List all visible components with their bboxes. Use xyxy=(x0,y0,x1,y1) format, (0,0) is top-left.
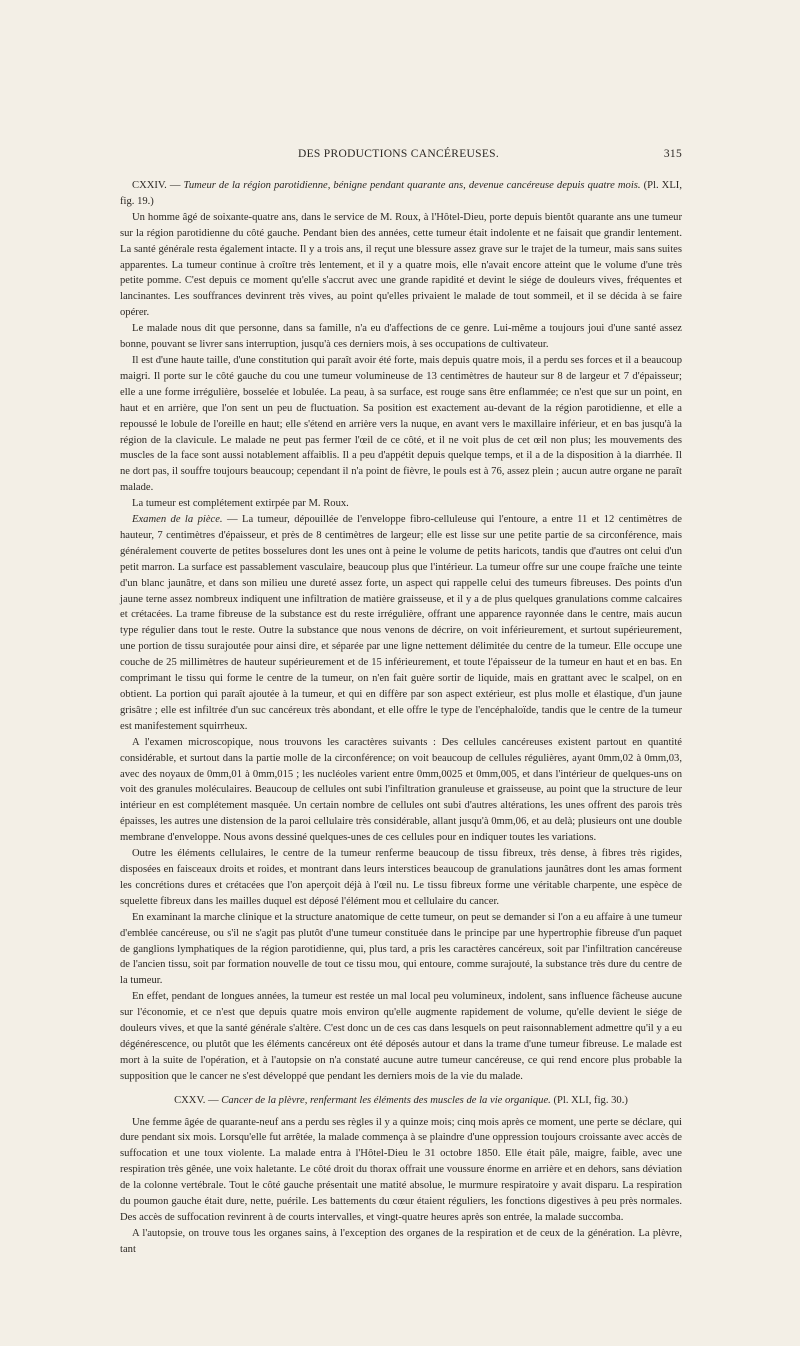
paragraph: Le malade nous dit que personne, dans sa famille, n'a eu d'affections de ce genre. Lui-même a toujours joui d'une santé assez bonne, pouvant se livrer sans interruption, jusqu'à ces derniers mois, à ses occupations de cultivateur. xyxy=(120,323,682,351)
plate-reference: (Pl. XLI, fig. 30.) xyxy=(553,1094,628,1106)
exam-text: — La tumeur, dépouillée de l'enveloppe fibro-celluleuse qui l'entoure, a entre 11 et 12 centimètres de hauteur, 7 centimètres d'épaisseur, et près de 8 centimètres de largeur; elle est lisse sur une petite partie de sa circonférence, mais généralement couverte de petites bosselures dont les unes ont à peine le volume de petits haricots, tandis que d'autres ont celui d'un petit marron. La surface est passablement vasculaire, beaucoup plus que l'intérieur. La tumeur offre sur une coupe fraîche une teinte d'un blanc jaunâtre, et dans son milieu une dureté assez forte, un aspect qui rappelle celui des tumeurs fibreuses. Des points d'un jaune terne assez nombreux indiquent une infiltration de matière graisseuse, et il y a de plus quelques granulations comme calcaires et crétacées. La trame fibreuse de la substance est du reste irrégulière, offrant une apparence rayonnée dans le centre, mais aucun type régulier dans tout le reste. Outre la substance que nous venons de décrire, on voit inférieurement, et surtout supérieurement, une portion de tissu surajoutée pour ainsi dire, et séparée par une ligne nettement délimitée du centre de la tumeur. Elle occupe une couche de 25 millimètres de hauteur supérieurement et de 15 inférieurement, et toute l'épaisseur de la tumeur en haut et en bas. En comprimant le tissu qui forme le centre de la tumeur, on n'en fait guère sortir de liquide, mais en grattant avec le scalpel, on en obtient. La portion qui paraît ajoutée à la tumeur, et qui en diffère par son aspect extérieur, est plus molle et élastique, d'un jaune grisâtre ; elle est infiltrée d'un suc cancéreux très abondant, et elle offre le type de l'encéphaloïde, tandis que le centre de la tumeur est manifestement squirrheux. xyxy=(120,514,682,732)
body-text xyxy=(120,178,682,1258)
paragraph: En effet, pendant de longues années, la tumeur est restée un mal local peu volumineux, indolent, sans influence fâcheuse aucune sur l'économie, et ce n'est que depuis quatre mois environ qu'elle augmente rapidement de volume, qu'elle devient le siége de douleurs vives, et que la santé générale s'altère. C'est donc un de ces cas dans lesquels on peut raisonnablement admettre qu'il y a eu dégénérescence, ou plutôt que les éléments cancéreux ont été déposés autour et dans la trame d'une tumeur fibreuse. Le malade est mort à la suite de l'opération, et à l'autopsie on n'a constaté aucune autre tumeur cancéreuse, ce qui rend encore plus probable la supposition que le cancer ne s'est développé que pendant les derniers mois de la vie du malade. xyxy=(120,991,682,1082)
paragraph: Un homme âgé de soixante-quatre ans, dans le service de M. Roux, à l'Hôtel-Dieu, porte depuis bientôt quarante ans une tumeur sur la région parotidienne du côté gauche. Pendant bien des années, cette tumeur était indolente et ne faisait que grandir lentement. La santé générale resta également intacte. Il y a trois ans, il reçut une blessure assez grave sur le trajet de la tumeur, mais sans suites apparentes. La tumeur continue à croître très lentement, et il y a quatre mois, elle n'avait encore atteint que le volume d'une très petite pomme. C'est depuis ce moment qu'elle s'accrut avec une grande rapidité et devint le siége de douleurs vives, fréquentes et lancinantes. Les souffrances devinrent très vives, au point qu'elles privaient le malade de tout sommeil, et il se décida à se faire opérer. xyxy=(120,211,682,319)
paragraph: En examinant la marche clinique et la structure anatomique de cette tumeur, on peut se demander si l'on a eu affaire à une tumeur d'emblée cancéreuse, ou s'il ne s'agit pas plutôt d'une tumeur constituée dans le principe par une hypertrophie fibreuse d'un paquet de ganglions lymphatiques de la région parotidienne, qui, plus tard, a pris les caractères cancéreux, soit par l'infiltration cancéreuse de l'ancien tissu, soit par formation nouvelle de tout ce tissu mou, qui entoure, comme surajouté, la substance très dure du centre de la tumeur. xyxy=(120,911,682,987)
paragraph: Outre les éléments cellulaires, le centre de la tumeur renferme beaucoup de tissu fibreux, très dense, à fibres très rigides, disposées en faisceaux droits et roides, et montrant dans leurs interstices beaucoup de granulations jaunâtres dont les amas forment les concrétions dures et crétacées que l'on aperçoit déjà à l'œil nu. Le tissu fibreux forme une véritable charpente, une espèce de squelette fibreux dans les mailles duquel est déposé l'élément mou et cellulaire du cancer. xyxy=(120,848,682,907)
plate-reference: (Pl. XLI, fig. 19.) xyxy=(120,180,682,207)
case-title: Cancer de la plèvre, renfermant les éléments des muscles de la vie organique. xyxy=(221,1094,551,1106)
page-number: 315 xyxy=(663,148,682,160)
case-title: Tumeur de la région parotidienne, bénigne pendant quarante ans, devenue cancéreuse depuis quatre mois. xyxy=(183,180,641,191)
case-number: CXXV. — xyxy=(174,1094,219,1106)
section-label: Examen de la pièce. xyxy=(132,514,223,526)
paragraph: Il est d'une haute taille, d'une constitution qui paraît avoir été forte, mais depuis quatre mois, il a perdu ses forces et il a beaucoup maigri. Il porte sur le côté gauche du cou une tumeur volumineuse de 13 centimètres de hauteur sur 8 de largeur et 7 d'épaisseur; elle a une forme irrégulière, bosselée et lobulée. La peau, à sa surface, est rouge sans être enflammée; ce n'est que sur un point, en haut et en arrière, que l'on sent un peu de fluctuation. Sa position est exactement au-devant de la région parotidienne, et elle a repoussé le lobule de l'oreille en haut; elle s'étend en arrière vers la nuque, en avant vers le maxillaire inférieur, et en bas jusqu'à la région de la clavicule. Le malade ne peut pas fermer l'œil de ce côté, et il ne voit plus de cet œil non plus; les mouvements des muscles de la face sont aussi notablement affaiblis. Il a peu d'appétit depuis quelque temps, et il a de la disposition à la diarrhée. Il ne dort pas, il souffre toujours beaucoup; cependant il n'a point de fièvre, le pouls est à 76, assez plein ; aucun autre organe ne paraît malade. xyxy=(120,354,682,494)
page-header xyxy=(120,148,682,164)
paragraph: La tumeur est complétement extirpée par M. Roux. xyxy=(132,498,349,510)
paragraph: Une femme âgée de quarante-neuf ans a perdu ses règles il y a quinze mois; cinq mois après ce moment, une perte se déclare, qui dure pendant six mois. Lorsqu'elle fut arrêtée, la malade commença à se plaindre d'une oppression toujours croissante avec accès de suffocation et une toux violente. La malade entra à l'Hôtel-Dieu le 31 octobre 1850. Elle était pâle, maigre, faible, avec une respiration très gênée, une voix haletante. Le côté droit du thorax offrait une voussure énorme en arrière et en dehors, sans déviation de la colonne vertébrale. Tout le côté gauche présentait une matité absolue, le murmure respiratoire y avait disparu. La respiration du poumon gauche était dure, nette, puérile. Les battements du cœur étaient réguliers, les fonctions digestives à peu près normales. Des accès de suffocation revinrent à de courts intervalles, et vingt-quatre heures après son entrée, la malade succomba. xyxy=(120,1116,682,1223)
paragraph: A l'autopsie, on trouve tous les organes sains, à l'exception des organes de la respiration et de ceux de la génération. La plèvre, tant xyxy=(120,1227,682,1255)
paragraph-exam xyxy=(120,512,682,735)
paragraph: A l'examen microscopique, nous trouvons les caractères suivants : Des cellules cancéreuses existent partout en quantité considérable, et surtout dans la partie molle de la circonférence; on voit beaucoup de cellules régulières, ayant 0mm,02 à 0mm,03, avec des noyaux de 0mm,01 à 0mm,015 ; les nucléoles varient entre 0mm,0025 et 0mm,005, et dans l'intérieur de quelques-uns on voit des granules moléculaires. Beaucoup de cellules ont subi l'infiltration granuleuse et graisseuse, au point que la structure de leur intérieur en est complétement masquée. Un certain nombre de cellules ont subi d'autres altérations, les unes offrent des parois très épaisses, les autres une distension de la paroi cellulaire très considérable, allant jusqu'à 0mm,06, et au delà; plusieurs ont une double membrane d'enveloppe. Nous avons dessiné quelques-unes de ces cellules pour en indiquer toutes les variations. xyxy=(120,736,682,844)
case-heading xyxy=(120,1093,682,1109)
case-heading xyxy=(120,178,682,210)
running-title: DES PRODUCTIONS CANCÉREUSES. xyxy=(298,148,500,160)
case-number: CXXIV. — xyxy=(132,180,181,191)
